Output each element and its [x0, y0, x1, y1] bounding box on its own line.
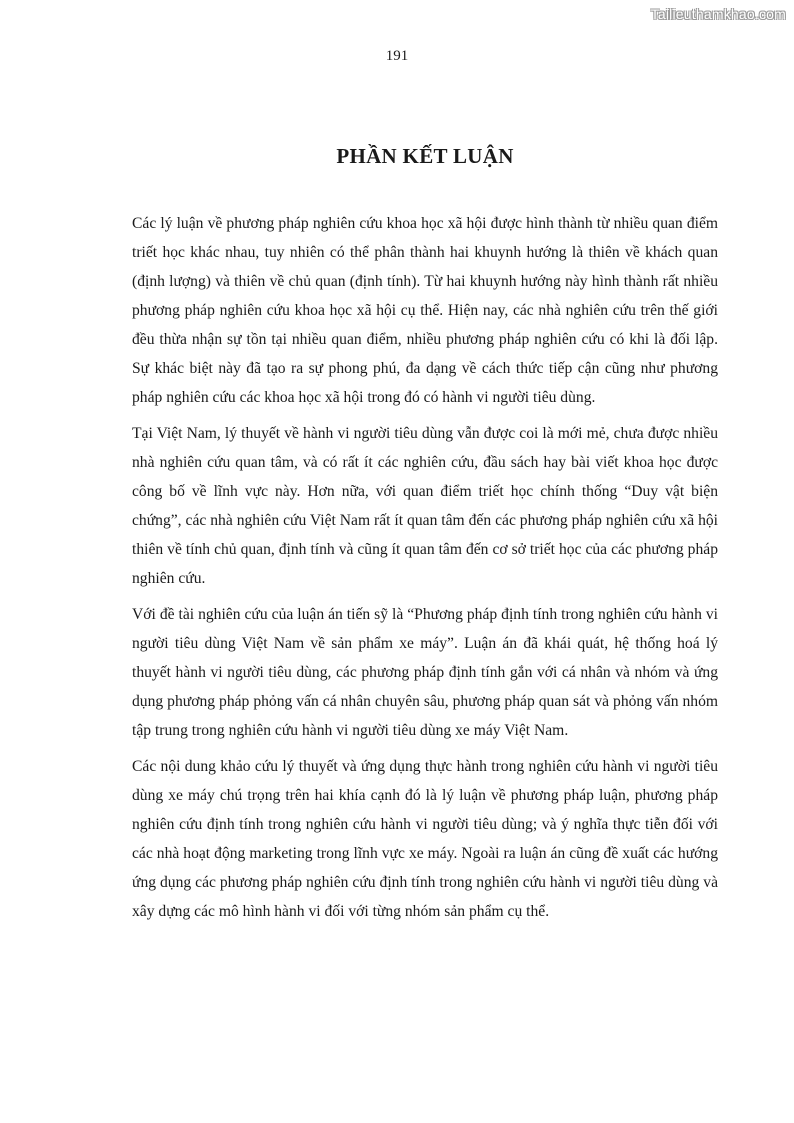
- watermark: Tailieuthamkhao.com: [650, 6, 786, 22]
- page-number: 191: [385, 48, 409, 64]
- paragraph-1: Các lý luận về phương pháp nghiên cứu khoa học xã hội được hình thành từ nhiều quan điểm triết học khác nhau, tuy nhiên có thể phân thành hai khuynh hướng là thiên về khách quan (định lượng) và thiên về chủ quan (định tính). Từ hai khuynh hướng này hình thành rất nhiều phương pháp nghiên cứu khoa học xã hội cụ thể. Hiện nay, các nhà nghiên cứu trên thế giới đều thừa nhận sự tồn tại nhiều quan điểm, nhiều phương pháp nghiên cứu có khi là đối lập. Sự khác biệt này đã tạo ra sự phong phú, đa dạng về cách thức tiếp cận cũng như phương pháp nghiên cứu các khoa học xã hội trong đó có hành vi người tiêu dùng.: [132, 215, 718, 406]
- body-text: [132, 209, 718, 933]
- paragraph-4: Các nội dung khảo cứu lý thuyết và ứng dụng thực hành trong nghiên cứu hành vi người tiêu dùng xe máy chú trọng trên hai khía cạnh đó là lý luận về phương pháp luận, phương pháp nghiên cứu định tính trong nghiên cứu hành vi người tiêu dùng; và ý nghĩa thực tiễn đối với các nhà hoạt động marketing trong lĩnh vực xe máy. Ngoài ra luận án cũng đề xuất các hướng ứng dụng các phương pháp nghiên cứu định tính trong nghiên cứu hành vi người tiêu dùng và xây dựng các mô hình hành vi đối với từng nhóm sản phẩm cụ thể.: [132, 758, 718, 920]
- paragraph-3: Với đề tài nghiên cứu của luận án tiến sỹ là “Phương pháp định tính trong nghiên cứu hành vi người tiêu dùng Việt Nam về sản phẩm xe máy”. Luận án đã khái quát, hệ thống hoá lý thuyết hành vi người tiêu dùng, các phương pháp định tính gắn với cá nhân và nhóm và ứng dụng phương pháp phỏng vấn cá nhân chuyên sâu, phương pháp quan sát và phỏng vấn nhóm tập trung trong nghiên cứu hành vi người tiêu dùng xe máy Việt Nam.: [132, 606, 718, 739]
- chapter-title: PHẦN KẾT LUẬN: [336, 144, 514, 168]
- paragraph-2: Tại Việt Nam, lý thuyết về hành vi người tiêu dùng vẫn được coi là mới mẻ, chưa được nhiều nhà nghiên cứu quan tâm, và có rất ít các nghiên cứu, đầu sách hay bài viết khoa học được công bố về lĩnh vực này. Hơn nữa, với quan điểm triết học chính thống “Duy vật biện chứng”, các nhà nghiên cứu Việt Nam rất ít quan tâm đến các phương pháp nghiên cứu xã hội thiên về tính chủ quan, định tính và cũng ít quan tâm đến cơ sở triết học của các phương pháp nghiên cứu.: [132, 425, 718, 587]
